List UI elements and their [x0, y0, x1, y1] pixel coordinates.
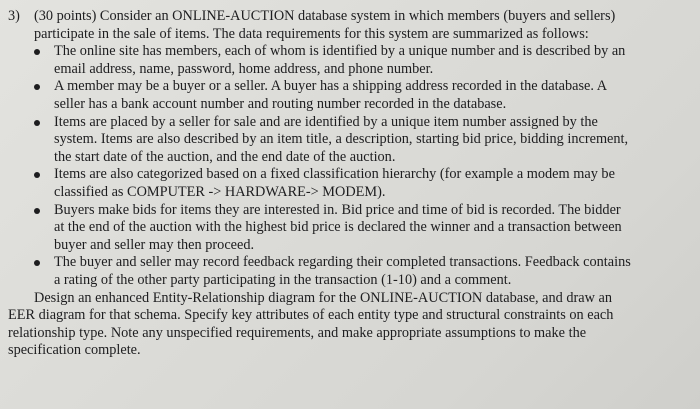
- bullet-line: at the end of the auction with the highest bid price is declared the winner and a transaction between: [54, 219, 622, 236]
- bullet-icon: [34, 49, 40, 55]
- bullet-line: email address, name, password, home address, and phone number.: [54, 60, 434, 77]
- bullet-icon: [34, 84, 40, 90]
- bullet-icon: [34, 260, 40, 266]
- list-item: [8, 166, 696, 201]
- bullet-line: Items are placed by a seller for sale and are identified by a unique item number assigned by the: [54, 113, 598, 130]
- bullet-line: system. Items are also described by an item title, a description, starting bid price, bidding increment,: [54, 131, 629, 148]
- design-line-3: relationship type. Note any unspecified requirements, and make appropriate assumptions to make the: [8, 324, 587, 341]
- bullet-line: classified as COMPUTER -> HARDWARE-> MODEM).: [54, 183, 386, 200]
- list-item: [8, 254, 696, 289]
- bullet-icon: [34, 208, 40, 214]
- bullet-icon: [34, 120, 40, 126]
- bullet-line: The online site has members, each of whom is identified by a unique number and is described by an: [54, 43, 626, 60]
- bullet-line: a rating of the other party participating in the transaction (1-10) and a comment.: [54, 271, 512, 288]
- bullet-line: A member may be a buyer or a seller. A buyer has a shipping address recorded in the database. A: [54, 78, 608, 95]
- requirements-list: [8, 43, 696, 289]
- intro-line-1: (30 points) Consider an ONLINE-AUCTION database system in which members (buyers and sellers): [34, 8, 616, 24]
- bullet-line: seller has a bank account number and routing number recorded in the database.: [54, 95, 507, 112]
- bullet-line: Items are also categorized based on a fixed classification hierarchy (for example a modem may be: [54, 166, 615, 183]
- question-number: 3): [8, 8, 20, 24]
- bullet-line: buyer and seller may then proceed.: [54, 236, 255, 253]
- bullet-line: The buyer and seller may record feedback regarding their completed transactions. Feedback contains: [54, 254, 631, 271]
- design-line-4: specification complete.: [8, 342, 141, 359]
- question-header: [8, 8, 696, 26]
- bullet-line: Buyers make bids for items they are interested in. Bid price and time of bid is recorded. The bidder: [54, 201, 621, 218]
- list-item: [8, 202, 696, 255]
- list-item: [8, 114, 696, 167]
- design-line-2: EER diagram for that schema. Specify key attributes of each entity type and structural constraints on each: [8, 307, 614, 324]
- list-item: [8, 78, 696, 113]
- intro-line-2: participate in the sale of items. The data requirements for this system are summarized as follows:: [34, 25, 589, 42]
- bullet-icon: [34, 172, 40, 178]
- design-line-1: Design an enhanced Entity-Relationship diagram for the ONLINE-AUCTION database, and draw an: [34, 289, 613, 306]
- bullet-line: the start date of the auction, and the end date of the auction.: [54, 148, 396, 165]
- list-item: [8, 43, 696, 78]
